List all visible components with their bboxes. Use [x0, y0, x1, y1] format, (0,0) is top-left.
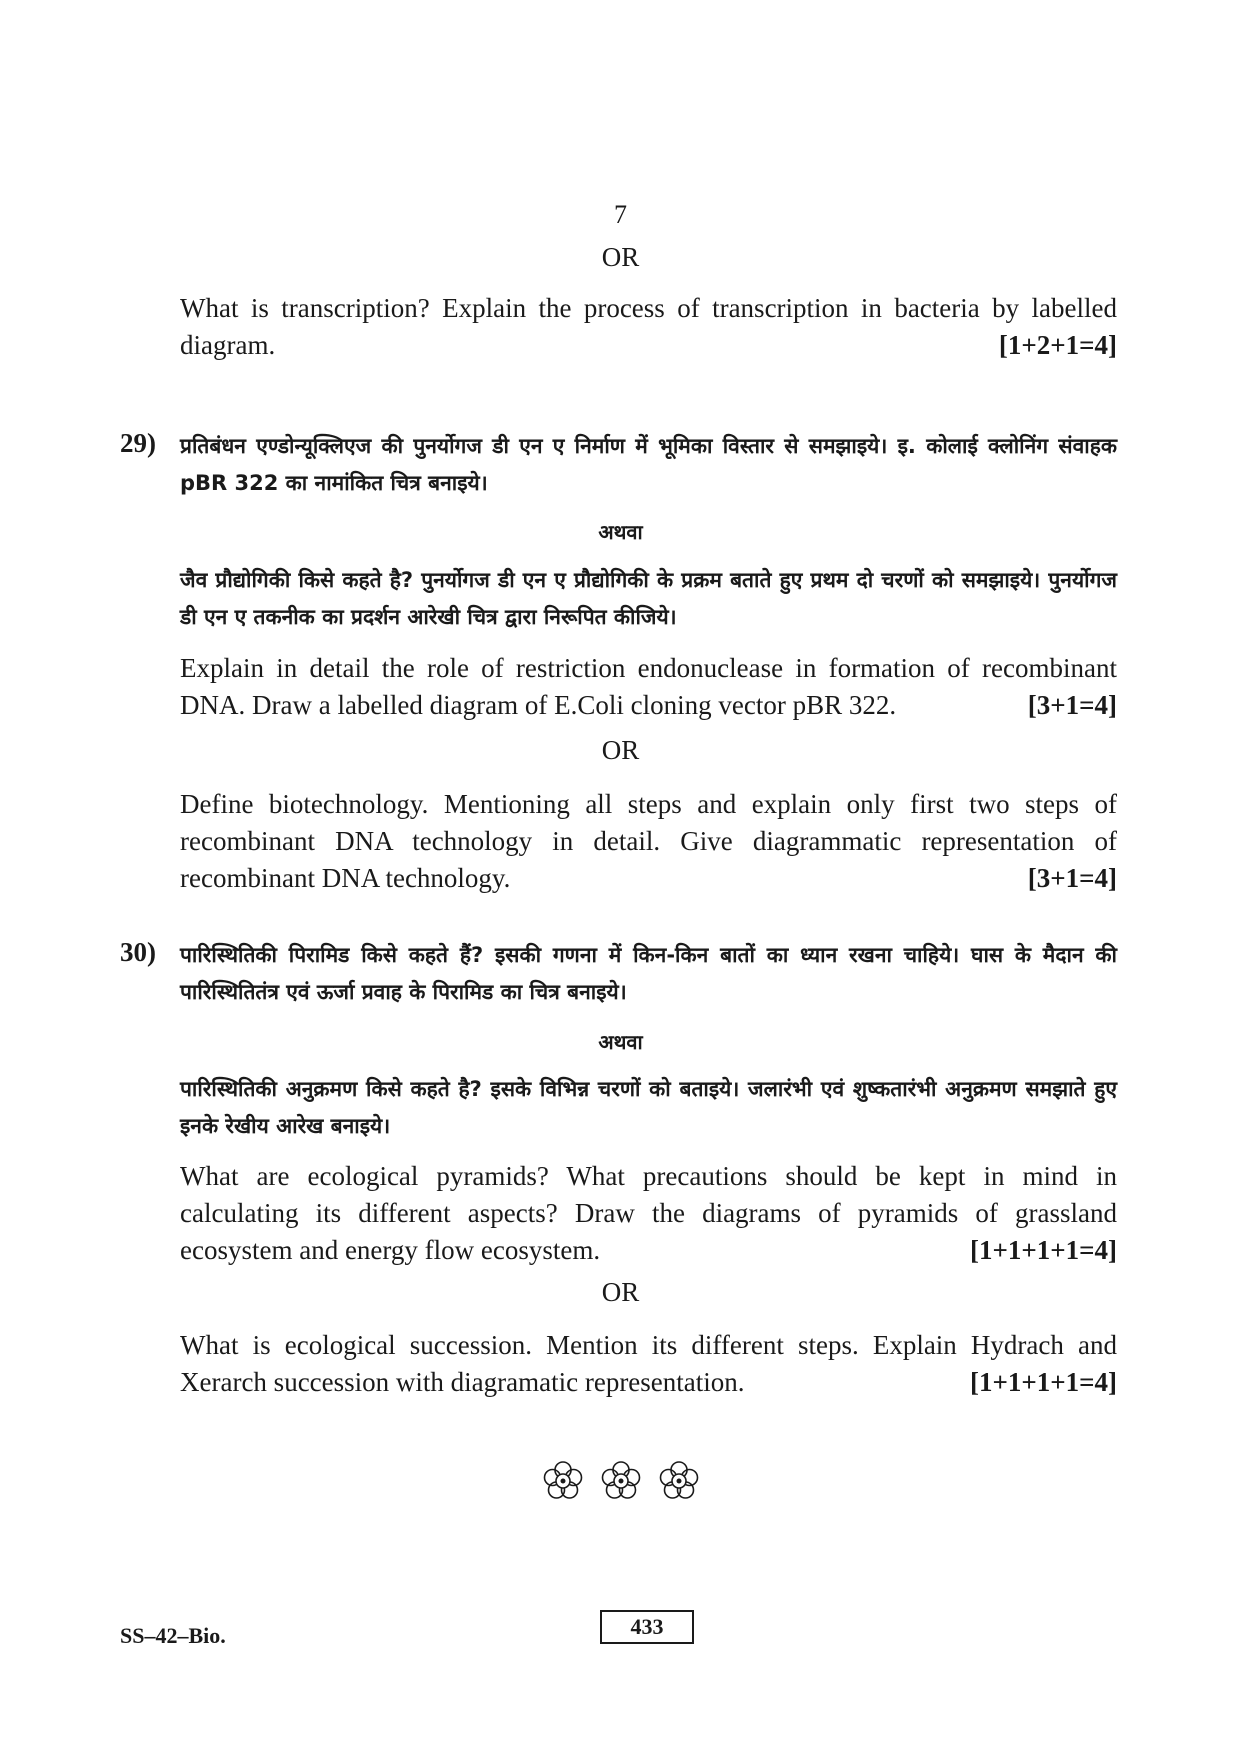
q30-hindi-alt: पारिस्थितिकी अनुक्रमण किसे कहते है? इसके विभिन्न चरणों को बताइये। जलारंभी एवं शुष्कतारंभी अनुक्रमण समझाते हुए इनके रेखीय आरेख बनाइये। — [180, 1077, 1117, 1138]
q30-english-marks: [1+1+1+1=4] — [969, 1235, 1117, 1265]
q29-english-question: Explain in detail the role of restriction endonuclease in formation of recombinant DNA. Draw a labelled diagram of E.Coli cloning vector pBR 322. — [180, 653, 1117, 720]
q29-english-marks: [3+1=4] — [1027, 690, 1117, 720]
q29-english-alt-question: Define biotechnology. Mentioning all steps and explain only first two steps of recombinant DNA technology in detail. Give diagrammatic representation of recombinant DNA technology. — [180, 789, 1117, 893]
q30-english-alt-question: What is ecological succession. Mention its different steps. Explain Hydrach and Xerarch succession with diagramatic representation. — [180, 1330, 1117, 1397]
q29-english — [180, 650, 1117, 724]
q28-or-text — [180, 290, 1117, 364]
q29-english-alt-marks: [3+1=4] — [1027, 863, 1117, 893]
q28-or-question: What is transcription? Explain the process of transcription in bacteria by labelled diagram. — [180, 293, 1117, 360]
flower-icon — [656, 1458, 702, 1504]
page-number: 7 — [614, 200, 627, 229]
q30-number: 30) — [120, 937, 156, 967]
end-ornament — [0, 1458, 1241, 1509]
flower-icon — [598, 1458, 644, 1504]
q29-or-divider: OR — [601, 735, 640, 765]
or-divider: OR — [601, 242, 640, 272]
q28-or-marks: [1+2+1=4] — [998, 330, 1117, 360]
q30-english-question: What are ecological pyramids? What precautions should be kept in mind in calculating its different aspects? Draw the diagrams of pyramids of grassland ecosystem and energy flow ecosystem. — [180, 1161, 1117, 1265]
q30-athva: अथवा — [598, 1030, 643, 1054]
q29-hindi-alt: जैव प्रौद्योगिकी किसे कहते है? पुनर्योगज डी एन ए प्रौद्योगिकी के प्रक्रम बताते हुए प्रथम दो चरणों को समझाइये। पुनर्योगज डी एन ए तकनीक का प्रदर्शन आरेखी चित्र द्वारा निरूपित कीजिये। — [180, 568, 1117, 629]
q30-or-divider: OR — [601, 1277, 640, 1307]
footer-paper-code: SS–42–Bio. — [120, 1623, 226, 1648]
footer-page-box: 433 — [600, 1610, 694, 1644]
q29-hindi: प्रतिबंधन एण्डोन्यूक्लिएज की पुनर्योगज डी एन ए निर्माण में भूमिका विस्तार से समझाइये। इ. कोलाई क्लोनिंग संवाहक pBR 322 का नामांकित चित्र बनाइये। — [180, 434, 1117, 495]
q29-number: 29) — [120, 428, 156, 458]
flower-icon — [540, 1458, 586, 1504]
q29-english-alt — [180, 786, 1117, 897]
q30-english-alt-marks: [1+1+1+1=4] — [969, 1367, 1117, 1397]
q30-english — [180, 1158, 1117, 1269]
q29-athva: अथवा — [598, 520, 643, 544]
q30-hindi: पारिस्थितिकी पिरामिड किसे कहते हैं? इसकी गणना में किन-किन बातों का ध्यान रखना चाहिये। घास के मैदान की पारिस्थितितंत्र एवं ऊर्जा प्रवाह के पिरामिड का चित्र बनाइये। — [180, 943, 1117, 1004]
q30-english-alt — [180, 1327, 1117, 1401]
